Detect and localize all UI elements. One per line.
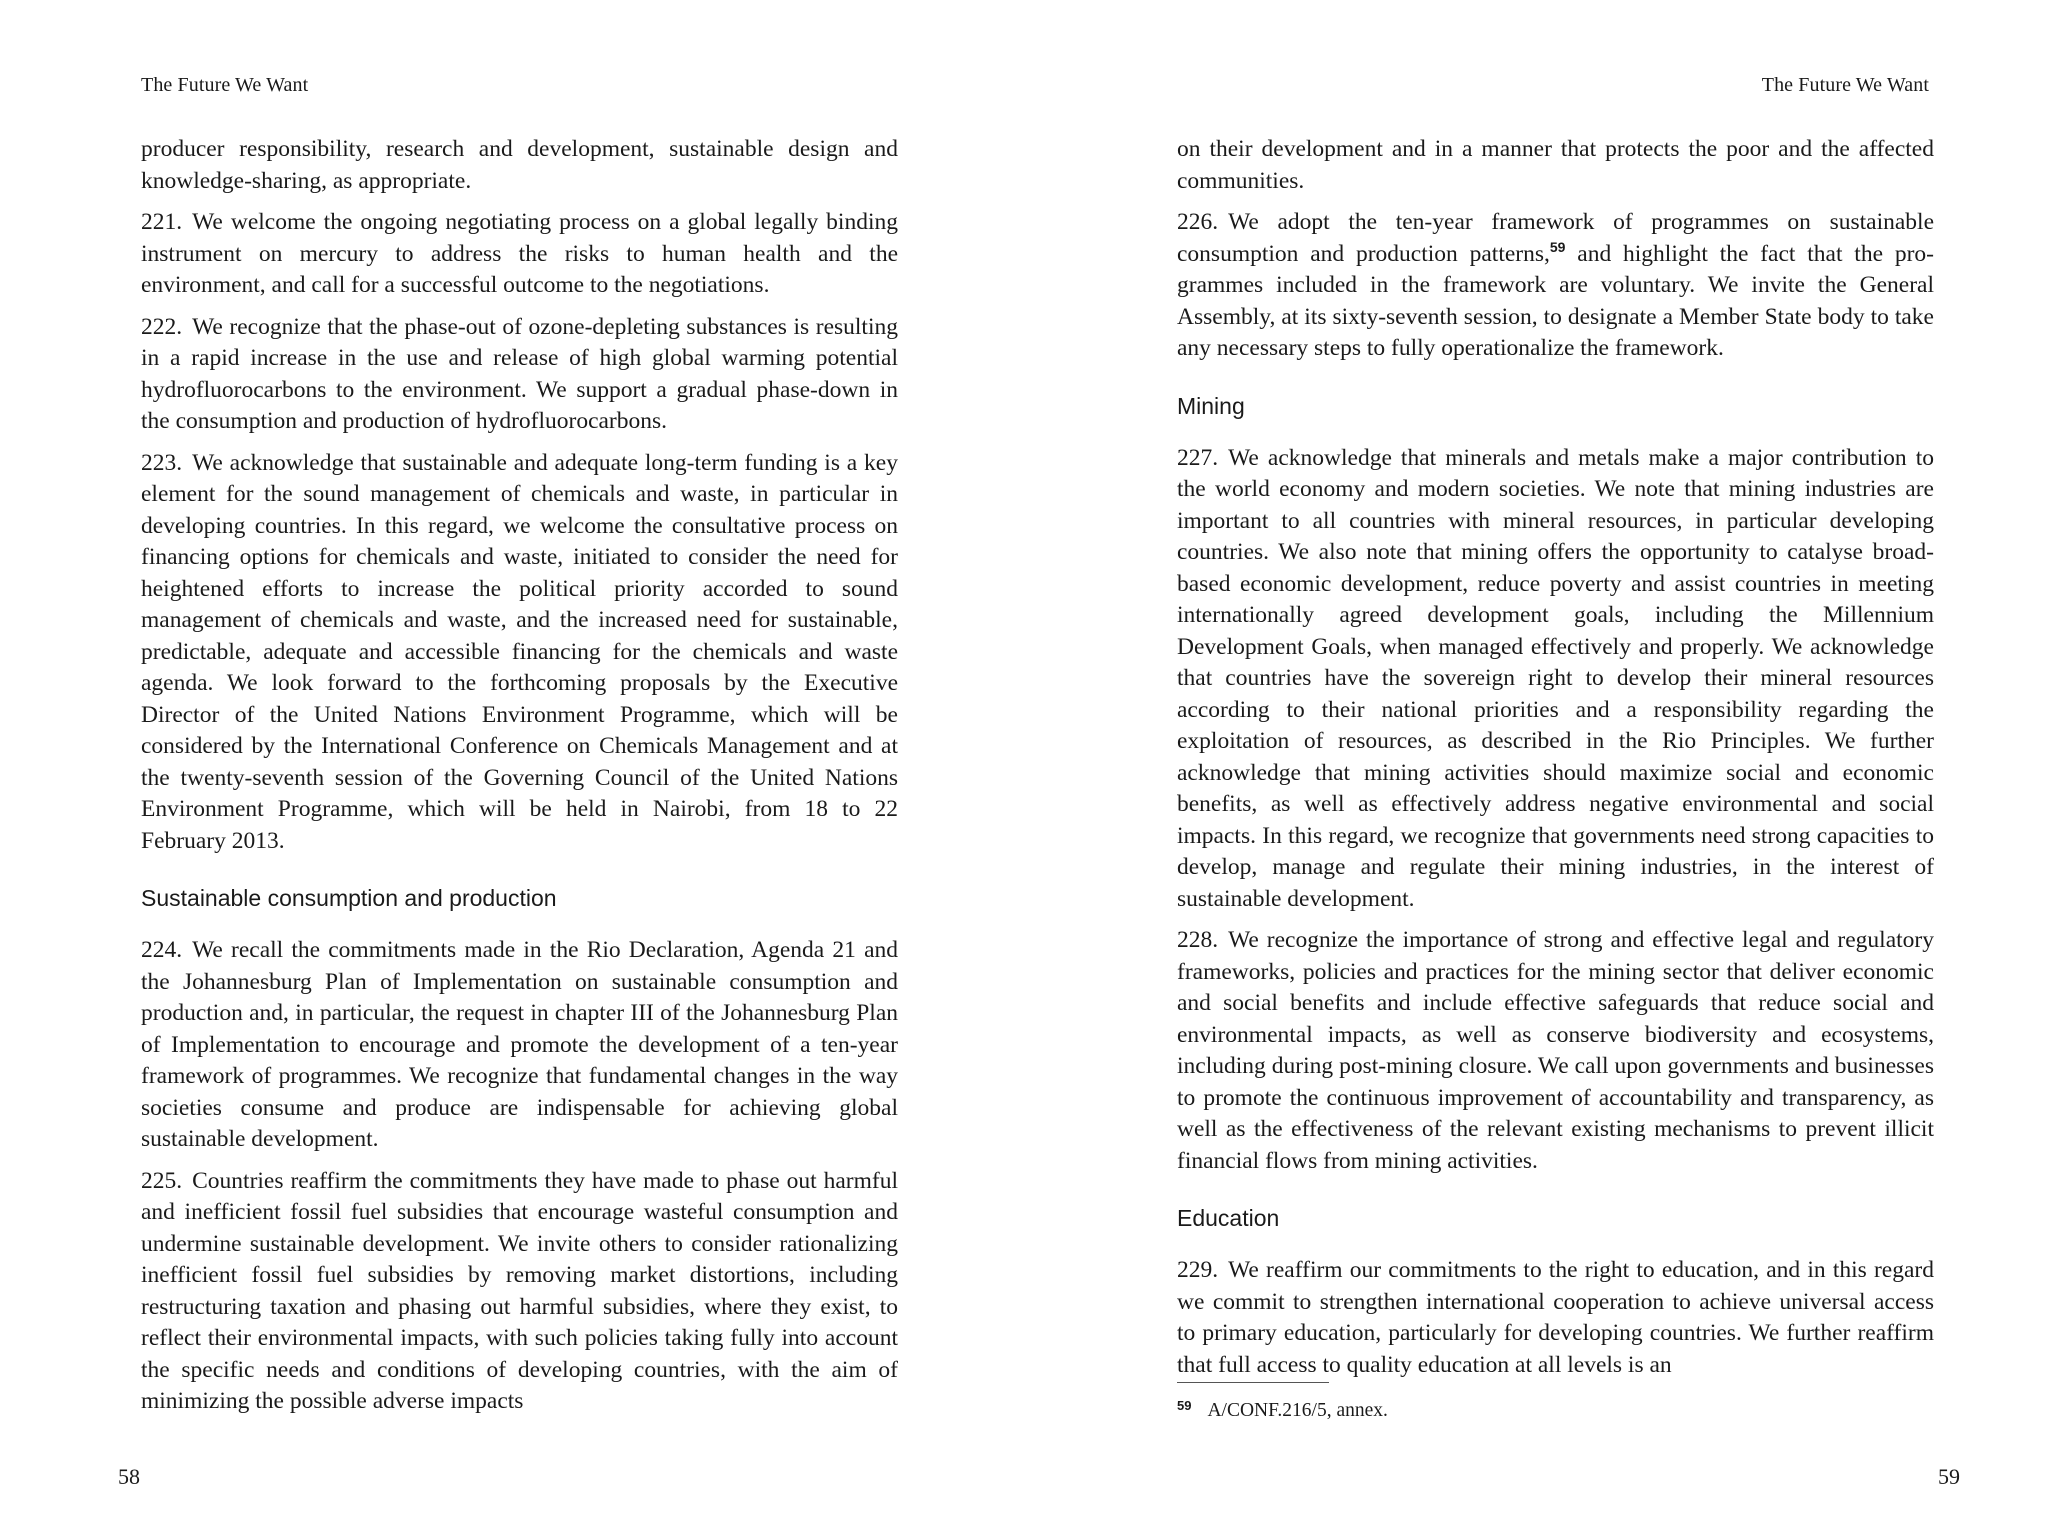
paragraph-number: 225. xyxy=(141,1167,183,1194)
paragraph-221 xyxy=(141,207,898,302)
paragraph-224 xyxy=(141,935,898,1156)
paragraph-number: 223. xyxy=(141,449,183,476)
continuation-text: on their development and in a manner that protects the poor and the affected communities. xyxy=(1177,136,1934,194)
footnote-mark: 59 xyxy=(1177,1398,1192,1413)
paragraph-225 xyxy=(141,1166,898,1418)
paragraph-text: Countries reaffirm the commitments they have made to phase out harmful and inefficient fossil fuel subsidies that encourage wasteful consumption and undermine sustainable development. We invite others to consider rationalizing inefficient fossil fuel subsidies by removing market distortions, including restructuring taxation and phasing out harmful subsidies, where they exist, to reflect their environmental impacts, with such policies taking fully into account the specific needs and conditions of developing countries, with the aim of minimizing the possible adverse impacts xyxy=(141,1167,898,1414)
running-head: The Future We Want xyxy=(141,74,309,96)
paragraph-229 xyxy=(1177,1255,1934,1381)
footnote-reference[interactable]: 59 xyxy=(1549,238,1566,255)
paragraph-222 xyxy=(141,312,898,438)
paragraph-text: We reaffirm our commitments to the right to education, and in this regard we commit to strengthen international cooperation to achieve universal access to primary education, particularly for developing countries. We further reaffirm that full access to quality education at all levels is an xyxy=(1177,1257,1934,1378)
paragraph-number: 229. xyxy=(1177,1257,1219,1283)
paragraph-227 xyxy=(1177,443,1934,916)
paragraph-number: 228. xyxy=(1177,927,1219,953)
paragraph-text: We adopt the ten-year framework of programmes on sustainable consumption and production patterns, xyxy=(1177,209,1934,267)
paragraph-text: We welcome the ongoing negotiating process on a global legally binding instrument on mercury to address the risks to human health and the environment, and call for a successful outcome to the negotiations. xyxy=(141,209,898,298)
left-text-block xyxy=(141,134,898,1428)
paragraph-number: 227. xyxy=(1177,444,1219,471)
section-heading-sustainable-consumption: Sustainable consumption and production xyxy=(141,885,557,911)
page-number: 59 xyxy=(1938,1464,1960,1489)
paragraph-number: 226. xyxy=(1177,209,1219,235)
paragraph-text: We recognize the importance of strong and effective legal and regulatory frameworks, policies and practices for the mining sector that deliver economic and social benefits and include effective safeguards that reduce social and environmental impacts, as well as conserve biodiversity and ecosystems, including during post-mining closure. We call upon governments and businesses to promote the continuous improvement of accountability and transparency, as well as the effectiveness of the relevant existing mechanisms to prevent illicit financial flows from mining activities. xyxy=(1177,927,1934,1174)
right-page xyxy=(1024,0,2048,1536)
page-number: 58 xyxy=(118,1464,140,1489)
paragraph-number: 222. xyxy=(141,313,183,340)
paragraph-number: 221. xyxy=(141,209,183,235)
paragraph-number: 224. xyxy=(141,937,183,963)
paragraph-226 xyxy=(1177,207,1934,365)
section-heading-education: Education xyxy=(1177,1205,1280,1231)
running-head: The Future We Want xyxy=(1761,74,1929,96)
paragraph-223 xyxy=(141,448,898,858)
continuation-text: producer responsibility, research and development, sustainable design and knowledge-sharing, as appropriate. xyxy=(141,136,898,194)
paragraph-text: We recognize that the phase-out of ozone-depleting substances is resulting in a rapid increase in the use and release of high global warming potential hydrofluorocarbons to the environment. We support a gradual phase-down in the consumption and production of hydrofluorocarbons. xyxy=(141,313,898,434)
right-text-block xyxy=(1177,134,1934,1391)
paragraph-text: We acknowledge that sustainable and adequate long-term funding is a key element for the sound management of chemicals and waste, in particular in developing countries. In this regard, we welcome the consultative process on financing options for chemicals and waste, initiated to consider the need for heightened efforts to increase the political priority accorded to sound management of chemicals and waste, and the increased need for sustainable, predictable, adequate and accessible financing for the chemicals and waste agenda. We look forward to the forthcoming proposals by the Executive Director of the United Nations Environment Programme, which will be considered by the International Conference on Chemicals Management and at the twenty-seventh session of the Governing Council of the United Nations Environment Programme, which will be held in Nairobi, from 18 to 22 February 2013. xyxy=(141,449,898,854)
footnote-text: A/CONF.216/5, annex. xyxy=(1207,1400,1388,1421)
paragraph-228 xyxy=(1177,925,1934,1177)
paragraph-text: We acknowledge that minerals and metals make a major contribution to the world economy and modern societies. We note that mining industries are important to all countries with mineral resources, in particular developing countries. We also note that mining offers the opportunity to catalyse broad-based economic development, reduce poverty and assist countries in meeting internationally agreed development goals, including the Millennium Development Goals, when managed effectively and properly. We acknowledge that countries have the sovereign right to develop their mineral resources according to their national priorities and a responsibility regarding the exploitation of resources, as described in the Rio Principles. We further acknowledge that mining activities should maximize social and economic benefits, as well as effectively address negative environmental and social impacts. In this regard, we recognize that governments need strong capacities to develop, manage and regulate their mining industries, in the interest of sustainable development. xyxy=(1177,444,1934,912)
paragraph-text: and highlight the fact that the programmes included in the framework are voluntary. We invite the General Assembly, at its sixty-seventh session, to designate a Member State body to take any necessary steps to fully operationalize the framework. xyxy=(1177,240,1934,361)
footnote xyxy=(1177,1394,1388,1423)
section-heading-mining: Mining xyxy=(1177,392,1245,419)
paragraph-text: We recall the commitments made in the Rio Declaration, Agenda 21 and the Johannesburg Plan of Implementation on sustainable consumption and production and, in particular, the request in chapter III of the Johannesburg Plan of Implementation to encourage and promote the development of a ten-year framework of programmes. We recognize that fundamental changes in the way societies consume and produce are indispensable for achieving global sustainable development. xyxy=(141,937,898,1152)
footnote-divider xyxy=(1177,1382,1329,1383)
